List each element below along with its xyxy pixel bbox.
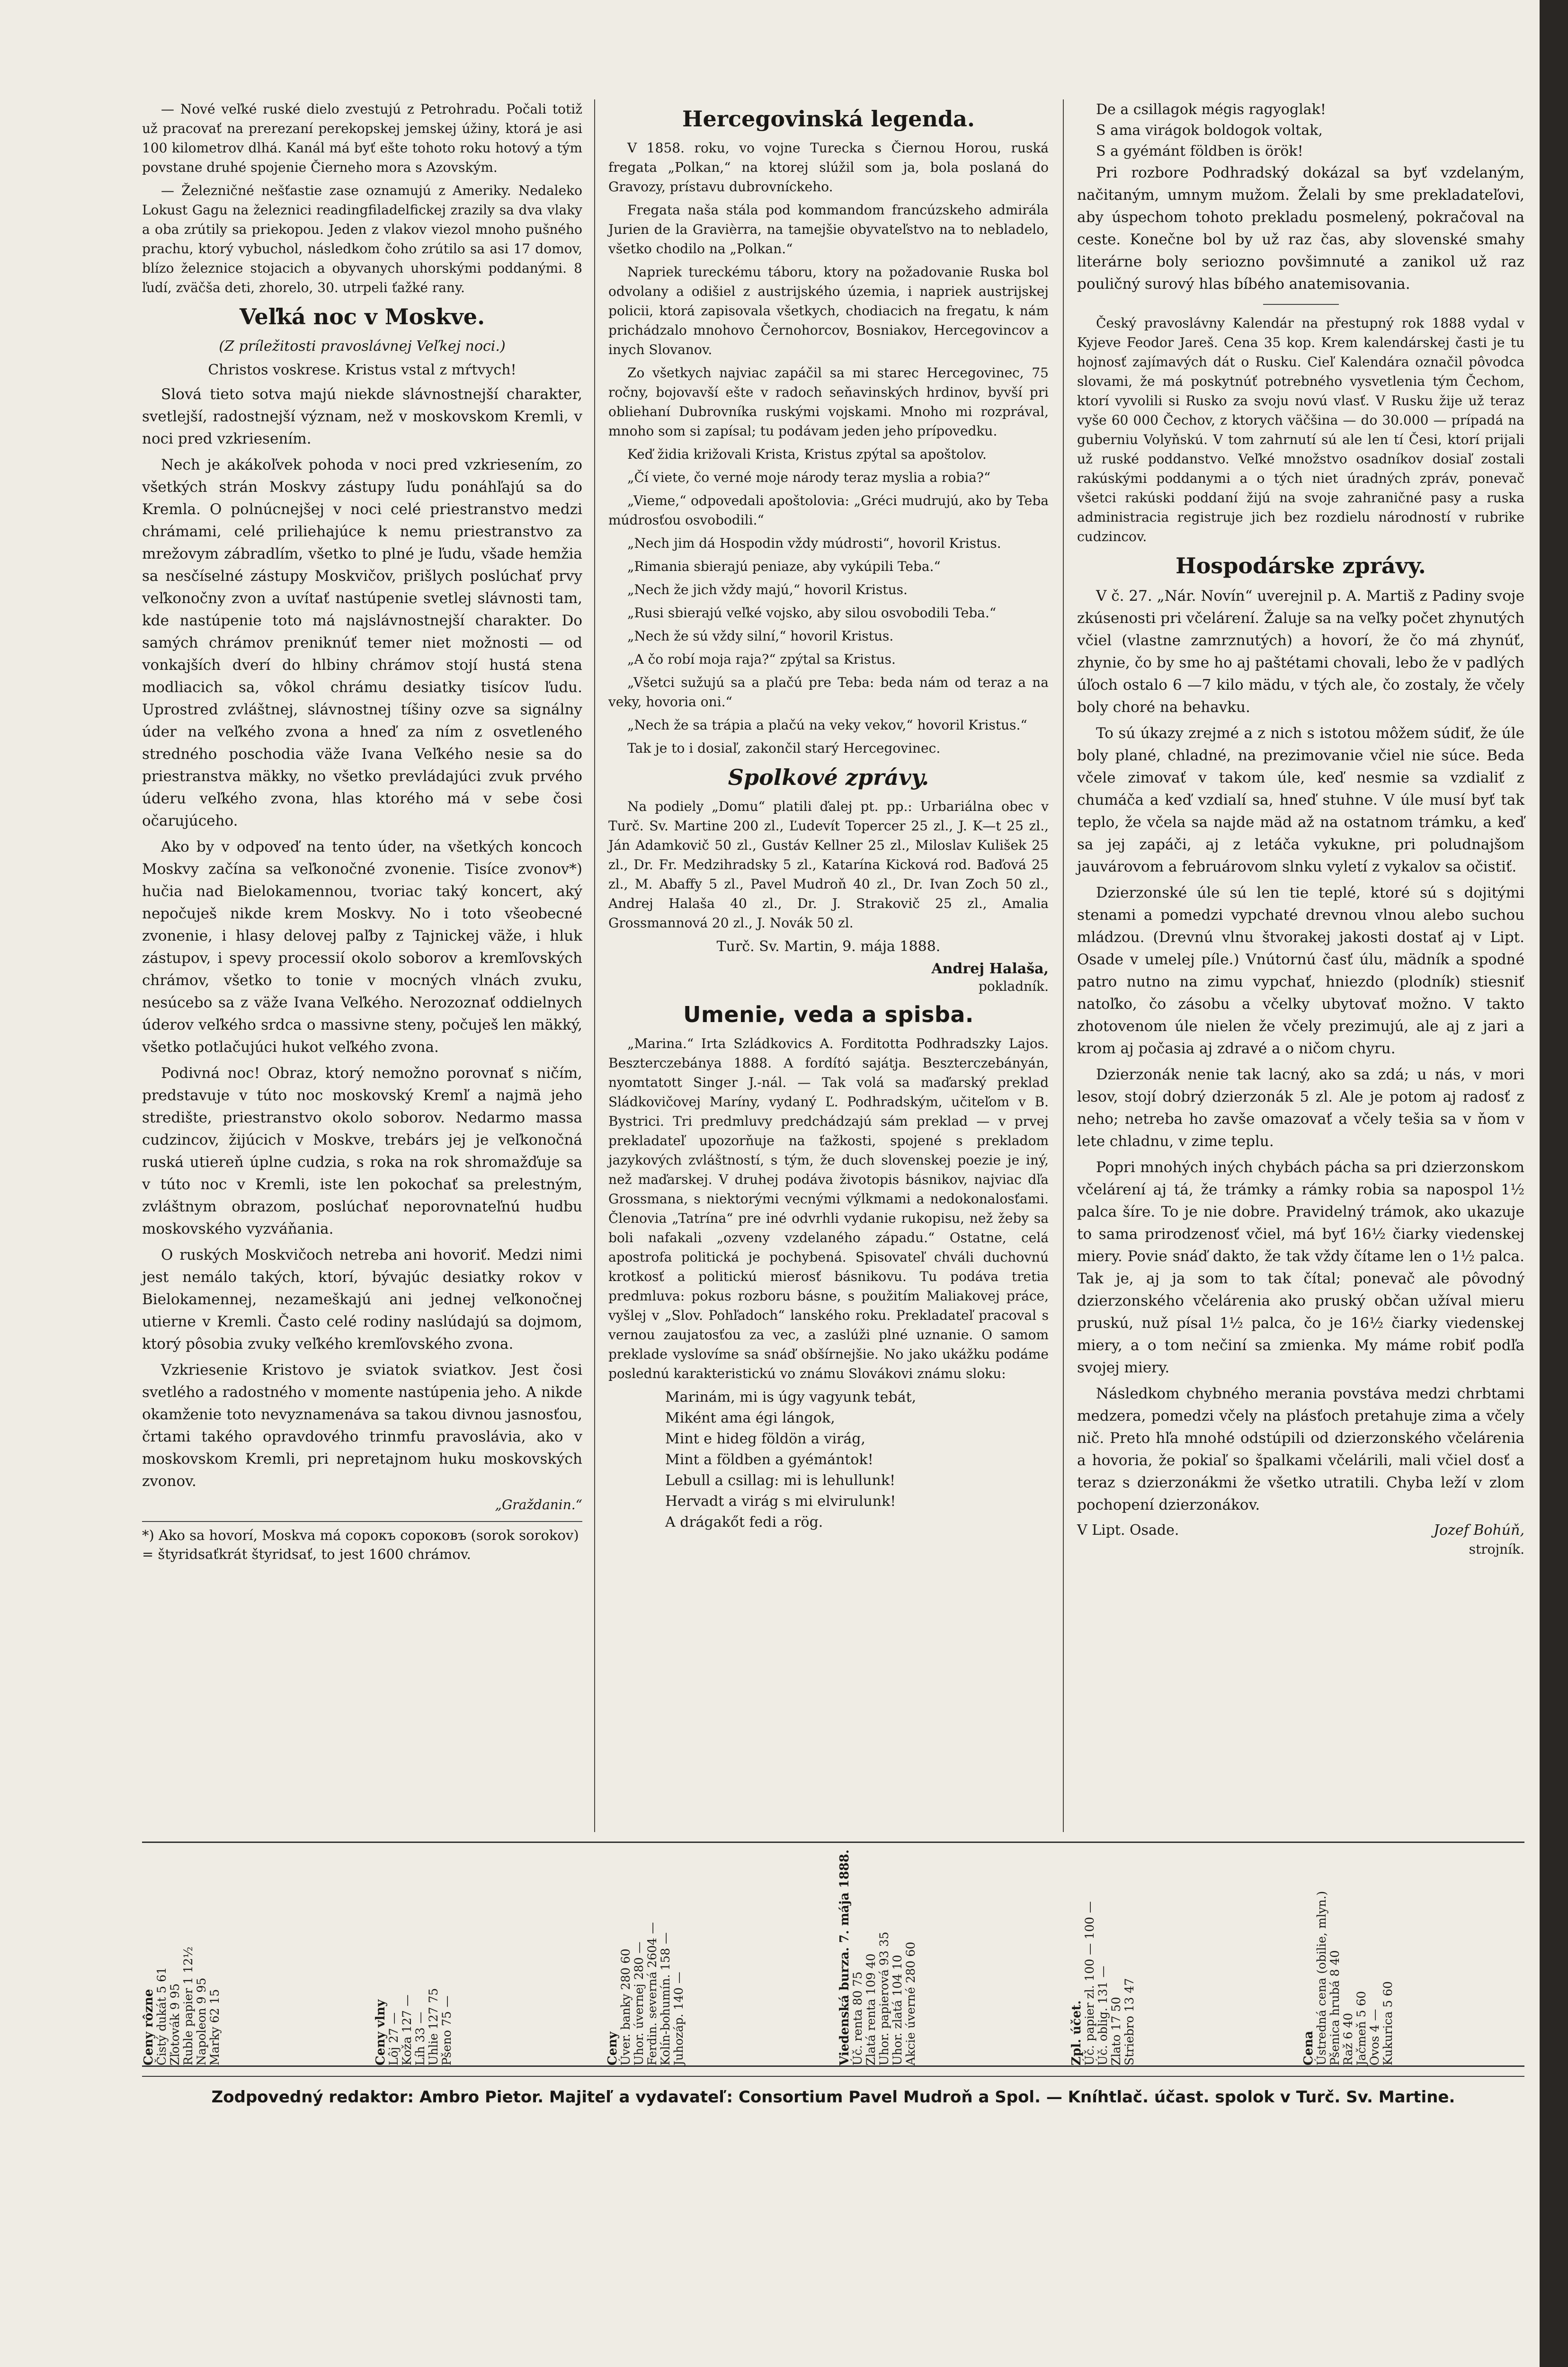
paragraph: Nech je akákoľvek pohoda v noci pred vzkriesením, zo všetkých strán Moskvy zástupy ľudu ponáhľajú sa do Kremla. O polnúcnejšej v noci celé priestranstvo medzi chrámami, celé priliehajúce k nemu priestranstvo za mrežovym zábradlím, všetko to plné je ľudu, všade hemžia sa nesčíselné zástupy Moskvičov, prišlych poslúchať prvy veľkonočny zvon a uvítať nastúpenie svetlej slávnosti tam, kde nastúpenie toto má najslávnostnejší charakter. Do samých chrámov preniknúť temer niet možnosti — od vonkajších dverí do hlbiny chrámov stojí hustá stena modliacich sa, vôkol chrámu desiatky tisícov ľudu. Uprostred zvláštnej, slávnostnej tíšiny ozve sa signálny úder na veľkého zvona a hneď za ním z osvetleného stredného poschodia väže Ivana Veľkého nesie sa do priestranstva mäkky, no všetko prevládajúci zvuk prvého úderu veľkého zvona, hlas ktorého má v sebe čosi očarujúceho. — [142, 456, 582, 829]
market-row: Uhor. papierová 93 35 — [877, 1931, 891, 2065]
paragraph: Pri rozbore Podhradský dokázal sa byť vzdelaným, načitaným, umnym mužom. Želali by sme prekladateľovi, aby úspechom tohoto prekladu posmelený, pokračoval na ceste. Konečne bol by už raz čas, aby slovenské smahy literárne boly seriozno povšimnuté a zanikol už raz pouličný surový hlas bíbého anatemisovania. — [1077, 164, 1524, 293]
paragraph: Keď židia križovali Krista, Kristus zpýtal sa apoštolov. — [627, 446, 987, 462]
market-row: Uhor. zlatá 104 10 — [891, 1955, 904, 2065]
market-block-content — [1070, 1843, 1136, 2065]
column-1 — [142, 99, 582, 1564]
paragraph: „Rusi sbierajú veľké vojsko, aby silou osvobodili Teba.“ — [627, 605, 997, 621]
market-block-content — [374, 1843, 454, 2065]
column-2 — [608, 99, 1049, 1533]
market-title: Zpl. účet. — [1069, 2000, 1084, 2065]
market-block-content — [1302, 1843, 1395, 2065]
market-row: Čistý dukát 5 61 — [155, 1967, 169, 2065]
poem-line: Miként ama égi lángok, — [665, 1410, 835, 1426]
paragraph: Ako by v odpoveď na tento úder, na všetkých koncoch Moskvy začína sa veľkonočné zvonenie. Tisíce zvonov*) hučia nad Bielokamennou, tvoriac taký koncert, aký nepočuješ nikde krem Moskvy. No i toto všeobecné zvonenie, i hlasy delovej paľby z Tajnickej väže, i hluk zástupov, i spevy processií okolo soborov a kremľovských chrámov, všetko to tonie v mocných vlnách zvuku, nesúcebo sa z väže Ivana Veľkého. Nerozoznať oddielnych úderov veľkého srdca o massivne steny, počuješ len mäkký, všetko potlačujúci hukot veľkého zvona. — [142, 838, 582, 1056]
market-row: Uhor. úvernej 280 — — [632, 1941, 646, 2065]
signature-name: Jozef Bohúň, — [1434, 1522, 1524, 1539]
market-row: Kolín-bohumín. 158 — — [659, 1932, 672, 2065]
news-item-railway: — Železničné nešťastie zase oznamujú z Ameriky. Nedaleko Lokust Gagu na železnici readingfiladelfickej zrazily sa dva vlaky a oba zrútily sa priekopou. Jeden z vlakov viezol mnoho pušného prachu, ktorý vybuchol, následkom čoho zrútilo sa asi 17 domov, blízo železnice stojacich a obyvanych uhorskými poddanými. 8 ľudí, zväčša deti, zhorelo, 30. utrpeli ťažké rany. — [142, 183, 582, 295]
market-row: Akcie úverné 280 60 — [904, 1941, 918, 2065]
page-edge-shadow — [1540, 0, 1568, 2367]
paragraph: Tak je to i dosiaľ, zakončil starý Hercegovinec. — [627, 740, 941, 756]
market-row: Napoleon 9 95 — [195, 1977, 208, 2065]
article-greeting: Christos voskrese. Kristus vstal z mŕtvych! — [208, 362, 517, 378]
market-title: Viedenská burza. 7. mája 1888. — [837, 1849, 852, 2065]
paragraph: O ruských Moskvičoch netreba ani hovoriť. Medzi nimi jest nemálo takých, ktorí, bývajúc desiatky rokov v Bielokamennej, nezameškajú ani jednej veľkonočnej utierne v Kremli. Často celé rodiny naslúdajú sa dojmom, ktorý pôsobia zvuky veľkého kremľovského zvona. — [142, 1246, 582, 1353]
paragraph: Vzkriesenie Kristovo je sviatok sviatkov. Jest čosi svetlého a radostného v momente nastúpenia jeho. A nikde okamženie toto nevyznamenáva sa takou divnou jasnosťou, črtami takého opravdového trinmfu pravoslávia, ako v moskovskom Kremli, pri nepretajnom huku moskovských zvonov. — [142, 1361, 582, 1490]
poem-line: A drágakőt fedi a rög. — [665, 1514, 823, 1531]
market-row: Ferdin. severná 2604 — — [645, 1922, 659, 2065]
market-block-content — [142, 1843, 222, 2065]
paragraph: Zo všetkych najviac zapáčil sa mi starec Hercegovinec, 75 ročny, bojovavší ešte v radoch seňavinských hrdinov, byvší pri obliehaní Dubrovníka ruskými vojskami. Mnoho mi rozprával, mnoho som si zapísal; tu podávam jeden jeho prípovedku. — [608, 365, 1049, 439]
market-row: Zľotovák 9 95 — [168, 1983, 182, 2065]
poem-line: Mint e hideg földön a virág, — [665, 1431, 865, 1447]
article-heading-legend: Hercegovinská legenda. — [682, 106, 975, 132]
market-row: Zlato 17 50 — [1109, 1997, 1123, 2065]
paragraph: Popri mnohých iných chybách páchа sa pri dzierzonskom včelárení aj tá, že trámky a rámky robia sa napospol 1½ palca šíre. To je nie dobre. Pravidelný trámok, ako ukazuje to sama prirodzenosť včiel, má byť 16½ čiarky viedenskej miery. Povie snáď dakto, že tak vždy čítame len o 1½ palca. Tak je, aj ja som to tak čítal; ponevač ale pôvodný dzierzonského včelárenia ako pruský občan užíval mieru pruskú, nuž písal 1½ palca, čo je 16½ čiarky viedenskej miery, a o tom nečiní sa zmienka. My máme robiť podľa svojej miery. — [1077, 1159, 1524, 1376]
column-divider-2 — [1063, 99, 1064, 1832]
paragraph: „Vieme,“ odpovedali apoštolovia: „Gréci mudrujú, ako by Teba múdrosťou osvobodili.“ — [608, 493, 1049, 528]
signature-role: strojník. — [1469, 1541, 1524, 1557]
market-row: Úč. papier zl. 100 — 100 — — [1083, 1901, 1096, 2065]
market-row: Marky 62 15 — [208, 1989, 222, 2065]
poem-line: Hervadt a virág s mi elvirulunk! — [665, 1493, 896, 1510]
market-row: Pšeno 75 — — [440, 1995, 454, 2065]
market-block — [1070, 1843, 1297, 2065]
market-row: Juhozáp. 140 — — [672, 1972, 686, 2065]
market-prices-table — [142, 1842, 1524, 2067]
market-row: Koža 127 — — [400, 1994, 414, 2065]
column-3 — [1077, 99, 1524, 1558]
column-divider-1 — [594, 99, 595, 1832]
market-row: Lôj 27 — — [387, 2012, 401, 2065]
poem-line: Marinám, mi is úgy vagyunk tebát, — [665, 1389, 917, 1406]
paragraph: To sú úkazy zrejmé a z nich s istotou môžem súdiť, že úle boly plané, chladné, na prezimovanie včiel nie súce. Beda včele zimovať v takom úle, keď nesmie sa vzdialiť z chumáča a keď vzdialí sa, hneď stuhne. V úle musí byť tak teplo, že včela sa najde mäd až na ostatnom trámku, a keď sa jej zapáči, aj z letáča vykukne, pri poludnajšom jauvárovom a februárovom slnku vyletí z vykalov sa očistiť. — [1077, 725, 1524, 875]
market-row: Úč. renta 80 75 — [851, 1971, 864, 2065]
signature-line — [1077, 1520, 1524, 1541]
article-heading-easter-moscow: Veľká noc v Moskve. — [239, 304, 485, 329]
paragraph: „Nech jim dá Hospodin vždy múdrosti“, hovoril Kristus. — [627, 535, 1001, 551]
article-signature: „Graždanin.“ — [495, 1497, 582, 1513]
market-row: Ústredná cena (obilie, mlyn.) — [1315, 1891, 1328, 2065]
divider — [1263, 304, 1339, 305]
poem-line: Lebull a csillag: mi is lehullunk! — [665, 1472, 896, 1489]
market-row: Striebro 13 47 — [1123, 1978, 1136, 2065]
market-row: Uhlie 127 75 — [427, 1988, 440, 2065]
poem-line: De a csillagok mégis ragyoglak! — [1096, 101, 1326, 118]
article-heading-club-news: Spolkové zprávy. — [728, 765, 929, 790]
market-row: Zlatá renta 109 40 — [864, 1953, 878, 2065]
paragraph: „Nech že jich vždy majú,“ hovoril Kristus. — [627, 582, 908, 597]
market-row: Ovos 4 — — [1368, 2009, 1381, 2065]
poem-continuation — [1077, 99, 1524, 162]
market-title: Cena — [1301, 2031, 1316, 2065]
signature-place: V Lipt. Osade. — [1077, 1522, 1179, 1539]
paragraph: Následkom chybného merania povstáva medzi chrbtami medzera, pomedzi včely na plásťoch pretahuje zima a včely nič. Preto hľa mnohé odstúpili od dzierzonského včelárenia a hovoria, že pokiaľ so špalkami včelárili, mali včiel dosť a teraz s dzierzonákmi že všetko utratili. Chyba leží v zlom pochopení dzierzonákov. — [1077, 1385, 1524, 1513]
article-heading-agriculture: Hospodárske zprávy. — [1176, 553, 1426, 578]
paragraph: Na podiely „Domu“ platili ďalej pt. pp.: Urbariálna obec v Turč. Sv. Martine 200 zl., Ľudevít Topercer 25 zl., J. K—t 25 zl., Ján Adamkovič 50 zl., Gustáv Kellner 25 zl., Miloslav Kulišek 25 zl., Dr. Fr. Medzihradsky 5 zl., Katarína Kicková rod. Baďová 25 zl., M. Abaffy 5 zl., Pavel Mudroň 40 zl., Dr. Ivan Zoch 50 zl., Andrej Halaša 40 zl., Dr. J. Strakovič 25 zl., Amalia Grossmannová 20 zl., J. Novák 50 zl. — [608, 799, 1049, 931]
market-row: Ruble papier 1 12½ — [181, 1946, 195, 2065]
paragraph: Dzierzonské úle sú len tie teplé, ktoré sú s dojitými stenami a pomedzi vypchaté drevnou vlnou alebo suchou mládzou. (Drevnú vlnu štvorakej jakosti dostať aj v Lipt. Osade v umelej píle.) Vnútornú časť úlu, mädník a spodné patro nutno na zimu vypchať, hniezdo (plodník) stiesniť natoľko, čo zásobu a včelky ubytovať možno. V takto zhotovenom úle nielen že včely prezimujú, ale aj z jari a krom aj počasia aj zdravé a o ničom chyru. — [1077, 884, 1524, 1057]
paragraph: Dzierzonák nenie tak laсný, ako sa zdá; u nás, v mori lesov, stojí dobrý dzierzonák 5 zl. Ale je potom aj radosť z neho; netreba ho zavše omazovať a včely tešia sa v ňom v lete chladnu, v zime teplu. — [1077, 1066, 1524, 1150]
market-block — [142, 1843, 369, 2065]
market-block — [1302, 1843, 1524, 2065]
poem — [608, 1387, 1049, 1533]
paragraph: Napriek tureckému táboru, ktory na požadovanie Ruska bol odvolany a odišiel z austrijského územia, i napriek austrijskej policii, ktorá zapisovala všetkych, chodiacich na fregatu, k nám prichádzalo mnohovo Černohorcov, Bosniakov, Hercegovincov a inych Slovanov. — [608, 264, 1049, 357]
news-item-canal: — Nové veľké ruské dielo zvestujú z Petrohradu. Počali totiž už pracovať na prerezaní perekopskej jemskej úžiny, ktorá je asi 100 kilometrov dlhá. Kanál má byť ešte tohoto roku hotový a tým povstane druhé spojenie Čierneho mora s Azovským. — [142, 101, 582, 175]
paragraph: Český pravoslávny Kalendár na přestupný rok 1888 vydal v Kyjeve Feodor Jareš. Cena 35 kop. Krem kalendárskej časti je tu hojnosť zajímavých dát o Rusku. Cieľ Kalendára označil pôvodca slovami, že má poskytnúť potrebného vysvetlenia tým Čechom, ktorí vyvolili si Rusko za svoju novú vlasť. V Rusku žije už teraz vyše 60 000 Čechov, z ktorych väčšina — do 30.000 — prípadá na guberniu Volyňskú. V tom zahrnutí sú ale len tí Česi, ktorí prijali už ruské poddanstvo. Veľké množstvo osadníkov dosiaľ zostali rakúskými poddanymi a o tých niet úradných zpráv, ponevač všetci rakúski poddaní žijú na svoje zahraničné pasy a ruska administracia registruje jich bez rozdielu národností v rubrike cudzincov. — [1077, 315, 1524, 544]
paragraph: „Rimania sbierajú peniaze, aby vykúpili Teba.“ — [627, 559, 941, 574]
paragraph: Slová tieto sotva majú niekde slávnostnejší charakter, svetlejší, radostnejší význam, než v moskovskom Kremli, v noci pred vzkriesením. — [142, 386, 582, 447]
imprint-footer: Zodpovedný redaktor: Ambro Pietor. Majiteľ a vydavateľ: Consortium Pavel Mudroň a Spol. — Kníhtlač. účast. spolok v Turč. Sv. Martine. — [211, 2088, 1455, 2107]
paragraph: V č. 27. „Nár. Novín“ uverejnil p. A. Martiš z Padiny svoje zkúsenosti pri včelárení. Žaluje sa na veľky počet zhynutých včiel (vlastne zamrznutých) a hovorí, že čo má zhynúť, zhynie, čo by sme ho aj paštétami chovali, lebo že v padlých úľoch ostalo 6 —7 kilo mädu, v tých ale, čo zostaly, že včely boly choré na behavku. — [1077, 587, 1524, 716]
market-row: Úč. oblig. 131 — — [1096, 1966, 1110, 2065]
market-row: Pšenica hrubá 8 40 — [1328, 1950, 1342, 2065]
paragraph: „Všetci sužujú sa a plačú pre Teba: beda nám od teraz a na veky, hovoria oni.“ — [608, 675, 1049, 710]
newspaper-page — [142, 99, 1524, 2263]
paragraph: „A čo robí moja raja?“ zpýtal sa Kristus. — [627, 651, 896, 667]
paragraph: Fregata naša stála pod kommandom francúzskeho admirála Jurien de la Gravièrra, na tamejšie obyvateľstvo na to nebladelo, všetko chodilo na „Polkan.“ — [608, 202, 1049, 257]
poem-line: S a gyémánt földben is örök! — [1096, 143, 1303, 160]
market-row: Kukurica 5 60 — [1381, 1981, 1395, 2065]
market-title: Ceny rôzne — [142, 1989, 156, 2065]
market-row: Úver. banky 280 60 — [619, 1949, 633, 2065]
paragraph: „Nech že sú vždy silní,“ hovoril Kristus. — [627, 628, 894, 644]
market-row: Jačmeň 5 60 — [1354, 1991, 1368, 2065]
market-block — [606, 1843, 833, 2065]
paragraph: V 1858. roku, vo vojne Turecka s Čiernou Horou, ruská fregata „Polkan,“ na ktorej slúžil som ja, bola poslaná do Gravozy, prístavu dubrovníckeho. — [608, 140, 1049, 195]
poem-line: Mint a földben a gyémántok! — [665, 1451, 873, 1468]
dateline: Turč. Sv. Martin, 9. mája 1888. — [716, 938, 941, 955]
market-title: Ceny vlny — [374, 1999, 388, 2065]
market-block-content — [838, 1843, 918, 2065]
paragraph: „Čí viete, čo verné moje národy teraz myslia a robia?“ — [627, 470, 991, 485]
signature-role: pokladník. — [978, 979, 1049, 994]
footnote: *) Ako sa hovorí, Moskva má сорокъ сороковъ (sorok sorokov) = štyridsaťkrát štyridsať, to jest 1600 chrámov. — [142, 1521, 582, 1564]
market-block — [838, 1843, 1065, 2065]
article-subheading: (Z príležitosti pravoslávnej Veľkej noci.) — [219, 338, 506, 355]
market-block-content — [606, 1843, 686, 2065]
market-row: Raž 6 40 — [1341, 2012, 1355, 2065]
market-block — [374, 1843, 601, 2065]
poem-line: S ama virágok boldogok voltak, — [1096, 122, 1323, 139]
signature-name: Andrej Halaša, — [931, 961, 1049, 977]
paragraph: „Nech že sa trápia a plačú na veky vekov,“ hovoril Kristus.“ — [627, 717, 1027, 733]
paragraph: Podivná noc! Obraz, ktorý nemožno porovnať s ničím, predstavuje v túto noc moskovský Kremľ a najmä jeho stredište, priestranstvo okolo soborov. Nedarmo massa cudzincov, žijúcich v Moskve, trebárs jej je veľkonočná ruská utiereň úplne cudzia, s roka na rok shromažďuje sa v túto noc v Kremli, iste len pokochať sa prelestným, zvláštnym obrazom, poslúchať neporovnateľnú hudbu moskovského vyzváňania. — [142, 1065, 582, 1237]
market-row: Líh 33 — — [413, 2011, 427, 2065]
article-heading-arts: Umenie, veda a spisba. — [683, 1002, 974, 1027]
footer-rule — [142, 2076, 1524, 2077]
paragraph: „Marina.“ Irta Szládkovics A. Forditotta Podhradszky Lajos. Beszterczebánya 1888. A fordító sajátja. Beszterczebányán, nyomtatott Singer J.-nál. — Tak volá sa maďarský preklad Sládkovičovej Maríny, vydaný Ľ. Podhradským, učiteľom v B. Bystrici. Tri predmluvy predchádzajú sám preklad — v prvej prekladateľ upozorňuje na ťažkosti, spojené s prekladom jazykových zvláštností, s tým, že duch slovenskej poezie je iný, než maďarskej. V druhej podáva životopis básnikov, najviac dľa Grossmana, s niektorými vecnými výlkmami a nedokonalosťami. Členovia „Tatrína“ pre iné odvrhli vydanie rukopisu, než žeby sa boli nafakali „ozveny vzdelaného západu.“ Ostatne, celá apostrofa politická je pochybená. Spisovateľ chváli duchovnú krotkosť a politickú mierosť básnikovu. Tu podáva tretia predmluva: pokus rozboru básne, s použitím Maliakovej práce, vyšlej v „Slov. Pohľadoch“ lanského roku. Prekladateľ pracoval s vernou zaujatosťou za vec, a zaslúži plné uznanie. O samom preklade vyslovíme sa snáď obšírnejšie. No jako ukážku podáme poslednú karakteristickú vo známu Slovákovi známu sloku: — [608, 1036, 1049, 1381]
market-title: Ceny — [606, 2031, 620, 2065]
